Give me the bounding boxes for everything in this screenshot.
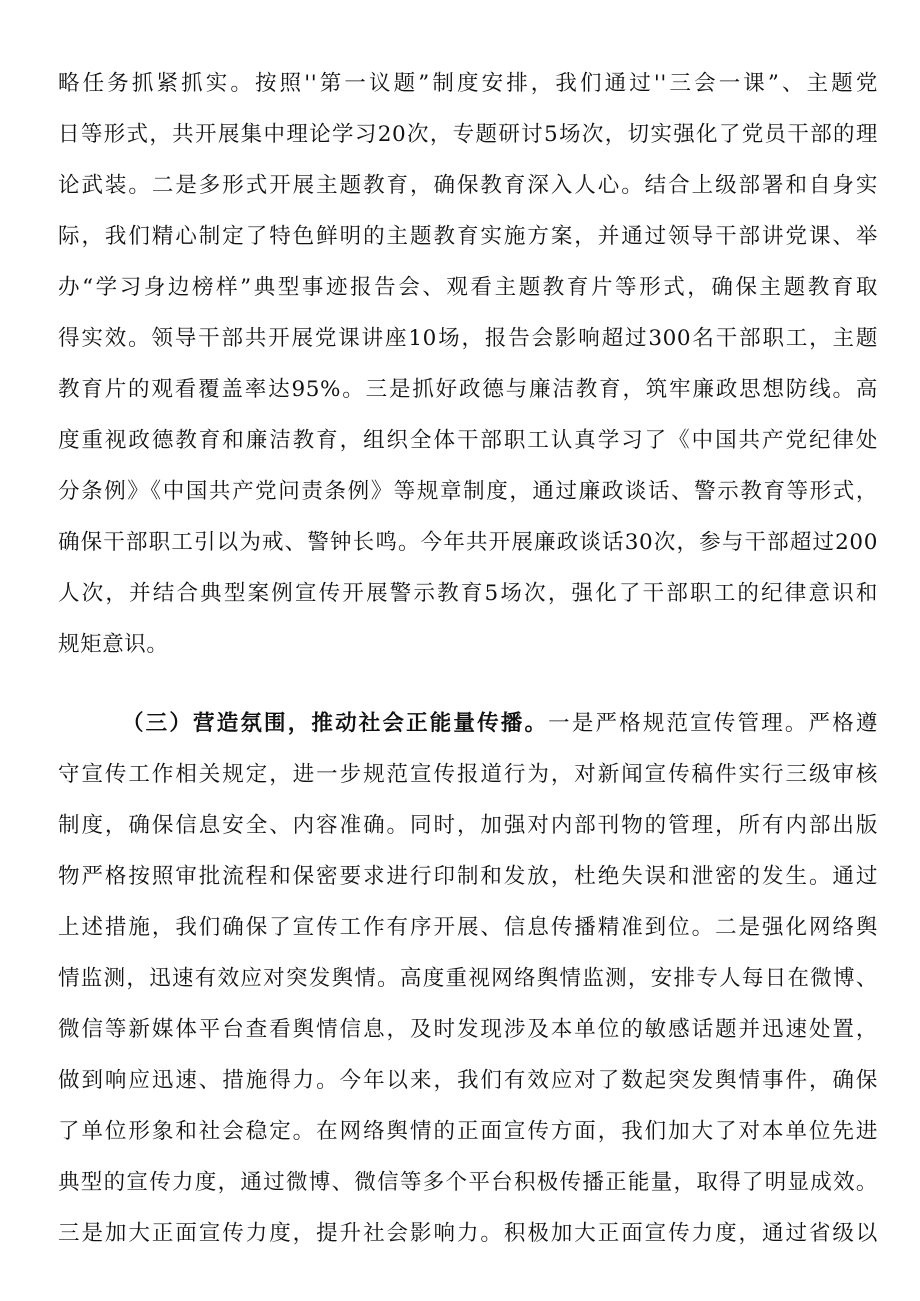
text-line: 办“学习身边榜样”典型事迹报告会、观看主题教育片等形式，确保主题教育取 — [58, 275, 878, 300]
text-line: 略任务抓紧抓实。按照''第一议题”制度安排，我们通过''三会一课”、主题党 — [58, 71, 878, 96]
text-line: 三是加大正面宣传力度，提升社会影响力。积极加大正面宣传力度，通过省级以 — [58, 1221, 878, 1246]
text-line: 得实效。领导干部共开展党课讲座10场，报告会影响超过300名干部职工，主题 — [58, 326, 878, 351]
text-line: 人次，并结合典型案例宣传开展警示教育5场次，强化了干部职工的纪律意识和 — [58, 581, 878, 606]
text-line: 守宣传工作相关规定，进一步规范宣传报道行为，对新闻宣传稿件实行三级审核 — [58, 762, 878, 787]
text-line: 日等形式，共开展集中理论学习20次，专题研讨5场次，切实强化了党员干部的理 — [58, 122, 878, 147]
section-lead-text: 一是严格规范宣传管理。严格遵 — [548, 711, 878, 736]
text-line: 确保干部职工引以为戒、警钟长鸣。今年共开展廉政谈话30次，参与干部超过200 — [58, 530, 878, 555]
text-line: 论武装。二是多形式开展主题教育，确保教育深入人心。结合上级部署和自身实 — [58, 173, 878, 198]
text-line: 物严格按照审批流程和保密要求进行印制和发放，杜绝失误和泄密的发生。通过 — [58, 864, 878, 889]
text-line: 上述措施，我们确保了宣传工作有序开展、信息传播精准到位。二是强化网络舆 — [58, 915, 878, 940]
paragraph-positive-energy — [58, 698, 878, 1259]
document-page — [58, 58, 878, 1259]
text-line: 情监测，迅速有效应对突发舆情。高度重视网络舆情监测，安排专人每日在微博、 — [58, 966, 878, 991]
paragraph-spacer — [58, 670, 878, 698]
text-line: 规矩意识。 — [58, 632, 169, 657]
text-line: 制度，确保信息安全、内容准确。同时，加强对内部刊物的管理，所有内部出版 — [58, 813, 878, 838]
section-heading: （三）营造氛围，推动社会正能量传播。 — [122, 711, 549, 736]
text-line: 度重视政德教育和廉洁教育，组织全体干部职工认真学习了《中国共产党纪律处 — [58, 428, 878, 453]
text-line: 分条例》《中国共产党问责条例》等规章制度，通过廉政谈话、警示教育等形式， — [58, 479, 878, 504]
text-line — [58, 698, 878, 749]
text-line: 教育片的观看覆盖率达95%。三是抓好政德与廉洁教育，筑牢廉政思想防线。高 — [58, 377, 878, 402]
paragraph-political-education — [58, 58, 878, 670]
text-line: 微信等新媒体平台查看舆情信息，及时发现涉及本单位的敏感话题并迅速处置， — [58, 1017, 878, 1042]
text-line: 了单位形象和社会稳定。在网络舆情的正面宣传方面，我们加大了对本单位先进 — [58, 1119, 878, 1144]
text-line: 做到响应迅速、措施得力。今年以来，我们有效应对了数起突发舆情事件，确保 — [58, 1068, 878, 1093]
text-line: 际，我们精心制定了特色鲜明的主题教育实施方案，并通过领导干部讲党课、举 — [58, 224, 878, 249]
text-line: 典型的宣传力度，通过微博、微信等多个平台积极传播正能量，取得了明显成效。 — [58, 1170, 878, 1195]
